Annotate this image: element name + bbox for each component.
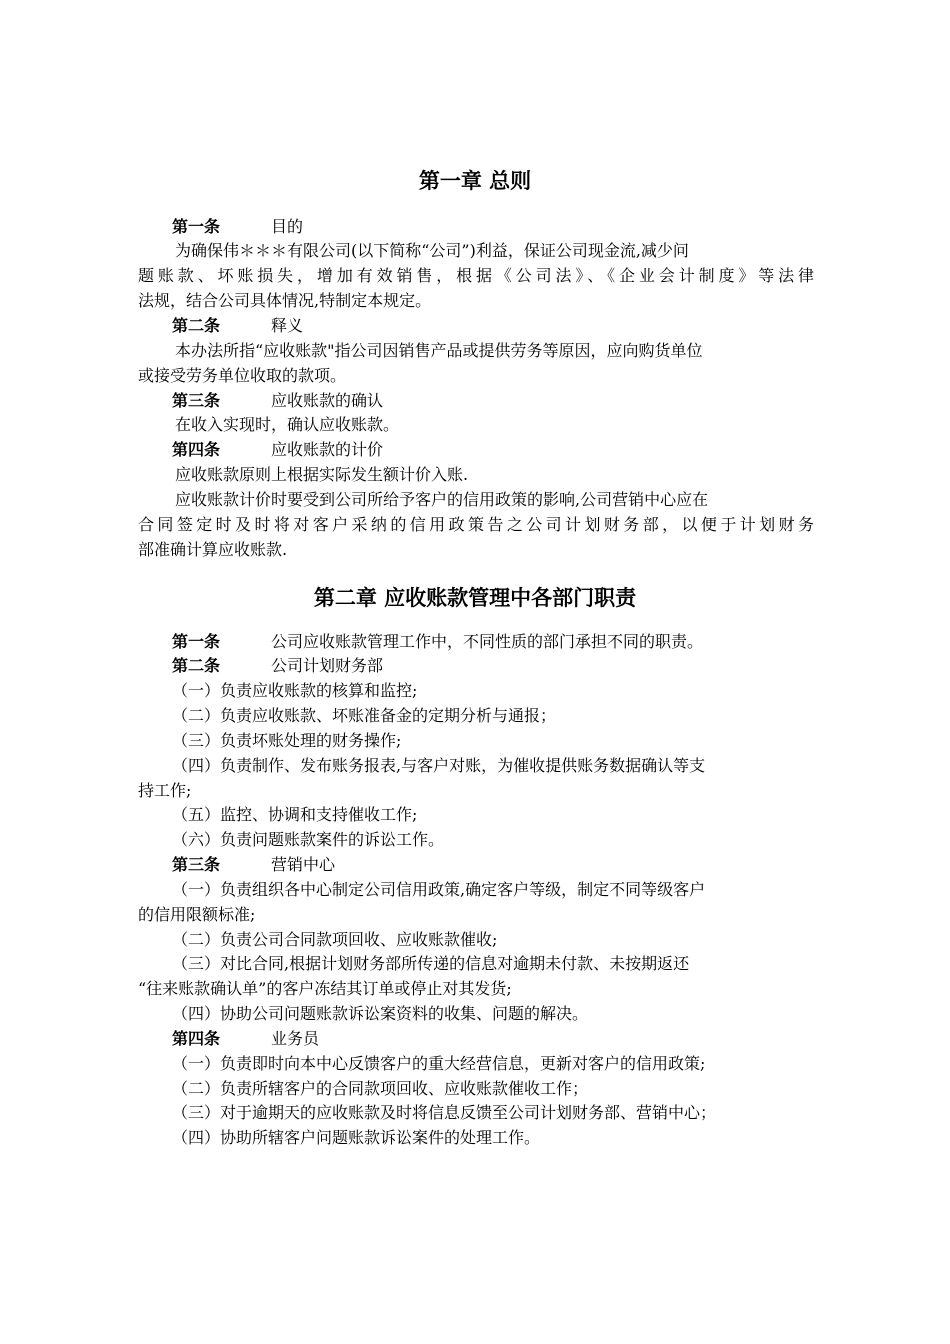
list-item: （一）负责组织各中心制定公司信用政策,确定客户等级，制定不同等级客户	[172, 880, 706, 899]
list-item: （四）负责制作、发布账务报表,与客户对账，为催收提供账务数据确认等支	[172, 756, 706, 775]
list-item-continuation: 的信用限额标准;	[138, 905, 256, 924]
paragraph-line: 应收账款计价时要受到公司所给予客户的信用政策的影响,公司营销中心应在	[175, 490, 709, 509]
article-number: 第一条	[172, 632, 221, 651]
list-item: （二）负责公司合同款项回收、应收账款催收;	[172, 930, 498, 949]
article-title: 目的	[271, 217, 304, 236]
article-title: 应收账款的计价	[271, 440, 384, 459]
paragraph-line: 应收账款原则上根据实际发生额计价入账.	[175, 465, 469, 484]
chapter-1-article-3-heading	[172, 389, 848, 413]
chapter-1-title: 第一章 总则	[418, 169, 532, 193]
article-number: 第三条	[172, 391, 221, 410]
list-item: （五）监控、协调和支持催收工作;	[172, 805, 418, 824]
list-item: （三）对于逾期天的应收账款及时将信息反馈至公司计划财务部、营销中心；	[172, 1103, 717, 1122]
list-item: （六）负责问题账款案件的诉讼工作。	[172, 830, 445, 849]
article-title: 公司计划财务部	[271, 656, 384, 675]
list-item: （一）负责即时向本中心反馈客户的重大经营信息，更新对客户的信用政策;	[172, 1054, 706, 1073]
paragraph-line: 部准确计算应收账款.	[138, 540, 288, 559]
chapter-1-article-2-heading	[172, 314, 848, 338]
chapter-2-article-4-heading	[172, 1027, 848, 1051]
chapter-1-article-4-heading	[172, 438, 848, 462]
list-item: （一）负责应收账款的核算和监控;	[172, 681, 418, 700]
list-item: （四）协助公司问题账款诉讼案资料的收集、问题的解决。	[172, 1004, 589, 1023]
chapter-2-article-3-heading	[172, 853, 848, 877]
list-item: （二）负责所辖客户的合同款项回收、应收账款催收工作；	[172, 1079, 589, 1098]
list-item-continuation: “往来账款确认单”的客户冻结其订单或停止对其发货;	[138, 979, 512, 998]
article-title: 释义	[271, 316, 304, 335]
article-number: 第四条	[172, 440, 221, 459]
paragraph-line: 本办法所指“应收账款"指公司因销售产品或提供劳务等原因，应向购货单位	[175, 341, 703, 360]
list-item-continuation: 持工作;	[138, 781, 192, 800]
article-number: 第一条	[172, 217, 221, 236]
list-item: （三）负责坏账处理的财务操作;	[172, 731, 402, 750]
article-title: 营销中心	[271, 855, 336, 874]
article-title: 业务员	[271, 1029, 320, 1048]
list-item: （四）协助所辖客户问题账款诉讼案件的处理工作。	[172, 1128, 541, 1147]
article-title: 公司应收账款管理工作中，不同性质的部门承担不同的职责。	[271, 632, 704, 651]
list-item: （二）负责应收账款、坏账准备金的定期分析与通报；	[172, 706, 557, 725]
chapter-2-title: 第二章 应收账款管理中各部门职责	[313, 586, 637, 610]
paragraph-line: 合同签定时及时将对客户采纳的信用政策告之公司计划财务部，以便于计划财务	[138, 515, 814, 534]
list-item: （三）对比合同,根据计划财务部所传递的信息对逾期未付款、未按期返还	[172, 954, 690, 973]
chapter-2-article-2-heading	[172, 654, 848, 678]
article-number: 第二条	[172, 656, 221, 675]
paragraph-line: 题账款、坏账损失，增加有效销售，根据《公司法》、《企业会计制度》等法律	[138, 266, 814, 285]
paragraph-line: 为确保伟＊＊＊有限公司(以下简称“公司”)利益，保证公司现金流,减少问	[175, 241, 689, 260]
article-number: 第四条	[172, 1029, 221, 1048]
paragraph-line: 法规，结合公司具体情况,特制定本规定。	[138, 291, 432, 310]
chapter-1-article-1-heading	[172, 215, 848, 239]
article-title: 应收账款的确认	[271, 391, 384, 410]
article-number: 第二条	[172, 316, 221, 335]
paragraph-line: 在收入实现时，确认应收账款。	[175, 415, 400, 434]
chapter-2-article-1-heading	[172, 630, 848, 654]
article-number: 第三条	[172, 855, 221, 874]
paragraph-line: 或接受劳务单位收取的款项。	[138, 366, 347, 385]
